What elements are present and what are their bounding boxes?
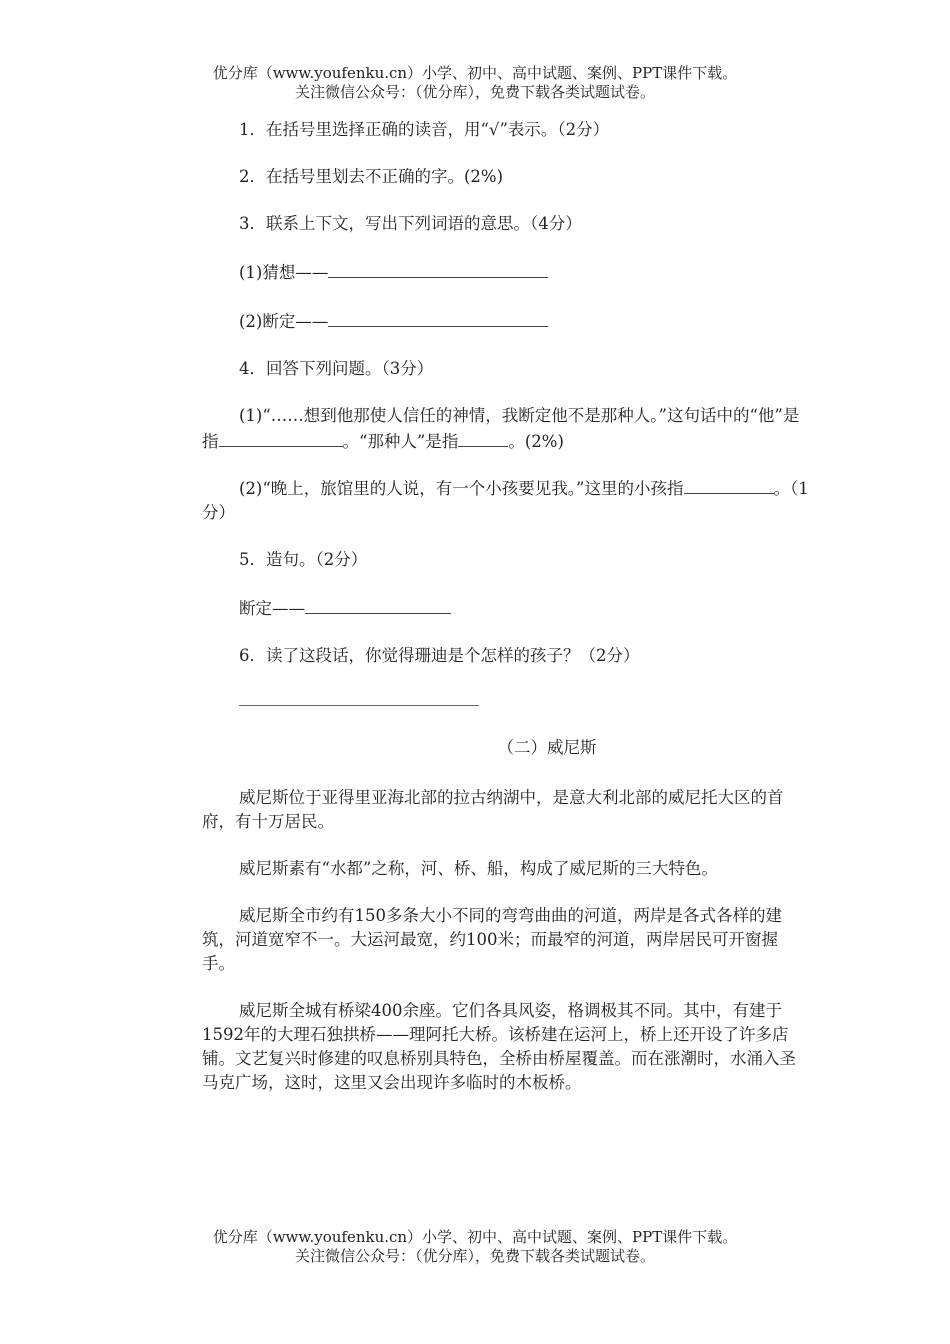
question-5-sentence bbox=[202, 595, 810, 621]
question-6: 6．读了这段话，你觉得珊迪是个怎样的孩子？（2分） bbox=[239, 646, 640, 665]
question-3-2-text: (2)断定—— bbox=[239, 312, 329, 331]
section-title: （二）威尼斯 bbox=[497, 738, 597, 757]
answer-blank bbox=[458, 428, 508, 447]
answer-line bbox=[239, 704, 479, 706]
question-4-1-text-a: (1)“……想到他那使人信任的神情，我断定他不是那种人。”这句话中的“他”是指 bbox=[202, 406, 800, 451]
page-header bbox=[0, 64, 950, 102]
question-3-1-text: (1)猜想—— bbox=[239, 263, 329, 282]
answer-blank bbox=[328, 308, 548, 327]
footer-line-2: 关注微信公众号：（优分库），免费下载各类试题试卷。 bbox=[294, 1247, 655, 1265]
answer-blank bbox=[684, 475, 774, 494]
page-footer bbox=[0, 1228, 950, 1266]
answer-blank bbox=[305, 595, 451, 614]
question-5: 5．造句。（2分） bbox=[239, 550, 368, 569]
passage-paragraph: 威尼斯位于亚得里亚海北部的拉古纳湖中，是意大利北部的威尼托大区的首府，有十万居民。 bbox=[202, 788, 784, 831]
footer-line-1: 优分库（www.youfenku.cn）小学、初中、高中试题、案例、PPT课件下载。 bbox=[212, 1228, 738, 1246]
question-4-2-text-a: (2)“晚上，旅馆里的人说，有一个小孩要见我。”这里的小孩指 bbox=[239, 479, 684, 498]
question-5-word: 断定—— bbox=[239, 599, 305, 618]
question-1: 1．在括号里选择正确的读音，用“√”表示。（2分） bbox=[239, 120, 610, 139]
answer-blank bbox=[219, 428, 343, 447]
question-3: 3．联系上下文，写出下列词语的意思。（4分） bbox=[239, 214, 582, 233]
question-2: 2．在括号里划去不正确的字。(2%) bbox=[239, 167, 504, 186]
question-4-1 bbox=[202, 404, 810, 454]
question-3-1 bbox=[202, 259, 810, 285]
document-body bbox=[202, 118, 810, 1118]
passage-paragraph: 威尼斯素有“水都”之称，河、桥、船，构成了威尼斯的三大特色。 bbox=[239, 859, 718, 878]
answer-blank bbox=[328, 259, 548, 278]
header-line-2: 关注微信公众号：（优分库），免费下载各类试题试卷。 bbox=[294, 83, 655, 101]
question-3-2 bbox=[202, 308, 810, 334]
question-4-1-text-b: 。“那种人”是指 bbox=[342, 432, 459, 451]
passage-venice bbox=[202, 786, 810, 1095]
passage-paragraph: 威尼斯全市约有150多条大小不同的弯弯曲曲的河道，两岸是各式各样的建筑，河道宽窄不一。大运河最宽，约100米；而最窄的河道，两岸居民可开窗握手。 bbox=[202, 906, 782, 973]
header-line-1: 优分库（www.youfenku.cn）小学、初中、高中试题、案例、PPT课件下载。 bbox=[212, 64, 738, 82]
question-4-2 bbox=[202, 475, 810, 525]
question-4-1-text-c: 。(2%) bbox=[508, 432, 564, 451]
question-4: 4．回答下列问题。（3分） bbox=[239, 359, 434, 378]
question-4-2-text-b: 。（1分） bbox=[202, 479, 809, 522]
passage-paragraph: 威尼斯全城有桥梁400余座。它们各具风姿，格调极其不同。其中，有建于1592年的大理石独拱桥——理阿托大桥。该桥建在运河上，桥上还开设了许多店铺。文艺复兴时修建的叹息桥别具特色，全桥由桥屋覆盖。而在涨潮时，水涌入圣马克广场，这时，这里又会出现许多临时的木板桥。 bbox=[202, 1001, 796, 1092]
